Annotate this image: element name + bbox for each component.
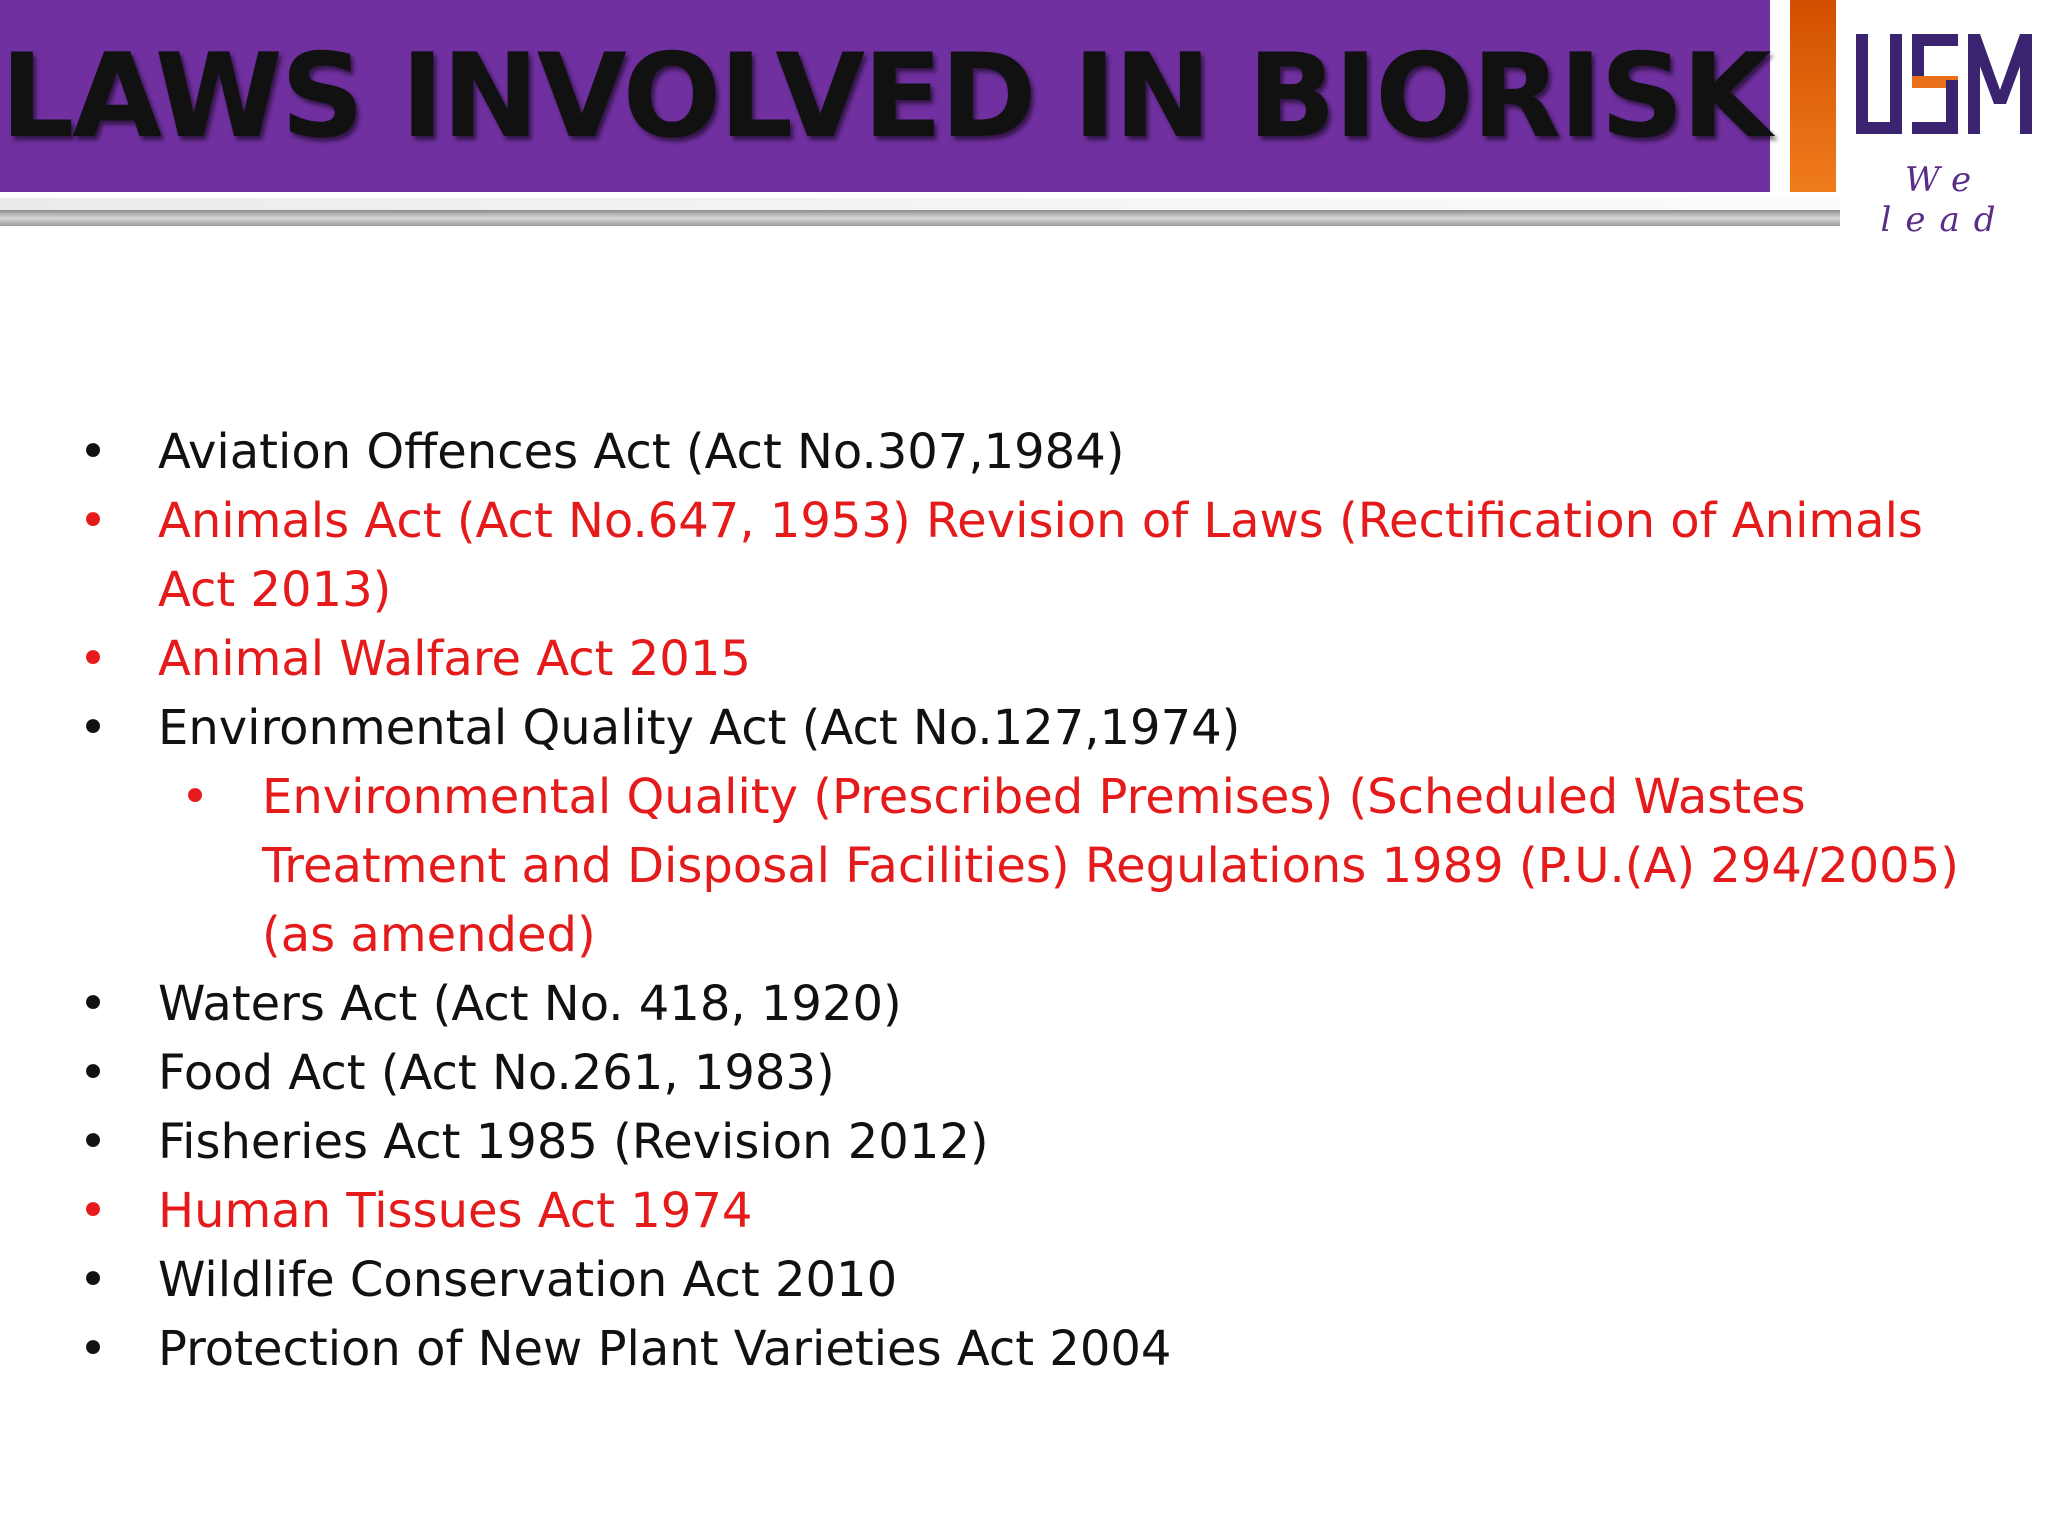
laws-bullet-list [0,418,2048,1384]
bullet-item [0,418,2048,487]
bullet-dot-icon: • [78,1114,108,1170]
usm-logo-mark [1856,20,2032,150]
bullet-dot-icon: • [78,493,108,549]
logo-tagline: We lead [1880,160,2010,240]
bullet-text: Animals Act (Act No.647, 1953) Revision of Laws (Rectification of Animals Act 2013) [158,493,1923,618]
bullet-item [0,487,2048,625]
slide-title: LAWS INVOLVED IN BIORISK [0,28,1770,164]
bullet-item [0,970,2048,1039]
bullet-item [0,1108,2048,1177]
bullet-text: Animal Walfare Act 2015 [158,631,751,687]
bullet-dot-icon: • [78,1321,108,1377]
bullet-text: Environmental Quality (Prescribed Premises) (Scheduled Wastes Treatment and Disposal Facilities) Regulations 1989 (P.U.(A) 294/2005) (as amended) [262,769,1959,963]
bullet-text: Environmental Quality Act (Act No.127,1974) [158,700,1241,756]
bullet-dot-icon: • [78,1045,108,1101]
bullet-text: Protection of New Plant Varieties Act 2004 [158,1321,1172,1377]
bullet-item [0,1315,2048,1384]
bullet-dot-icon: • [180,769,210,825]
bullet-item [0,1177,2048,1246]
bullet-dot-icon: • [78,1183,108,1239]
bullet-text: Human Tissues Act 1974 [158,1183,753,1239]
bullet-text: Wildlife Conservation Act 2010 [158,1252,898,1308]
bullet-text: Fisheries Act 1985 (Revision 2012) [158,1114,989,1170]
bullet-dot-icon: • [78,976,108,1032]
bullet-item [0,625,2048,694]
bullet-text: Waters Act (Act No. 418, 1920) [158,976,902,1032]
bullet-item [0,1246,2048,1315]
bullet-dot-icon: • [78,700,108,756]
title-underline [0,210,1840,226]
bullet-dot-icon: • [78,631,108,687]
sub-bullet-item [0,763,2048,970]
bullet-item [0,1039,2048,1108]
bullet-dot-icon: • [78,1252,108,1308]
bullet-item [0,694,2048,763]
usm-logo [1846,10,2044,240]
bullet-dot-icon: • [78,424,108,480]
bullet-text: Aviation Offences Act (Act No.307,1984) [158,424,1125,480]
bullet-text: Food Act (Act No.261, 1983) [158,1045,835,1101]
title-shadow [0,198,1840,210]
orange-accent-stripe [1790,0,1836,192]
